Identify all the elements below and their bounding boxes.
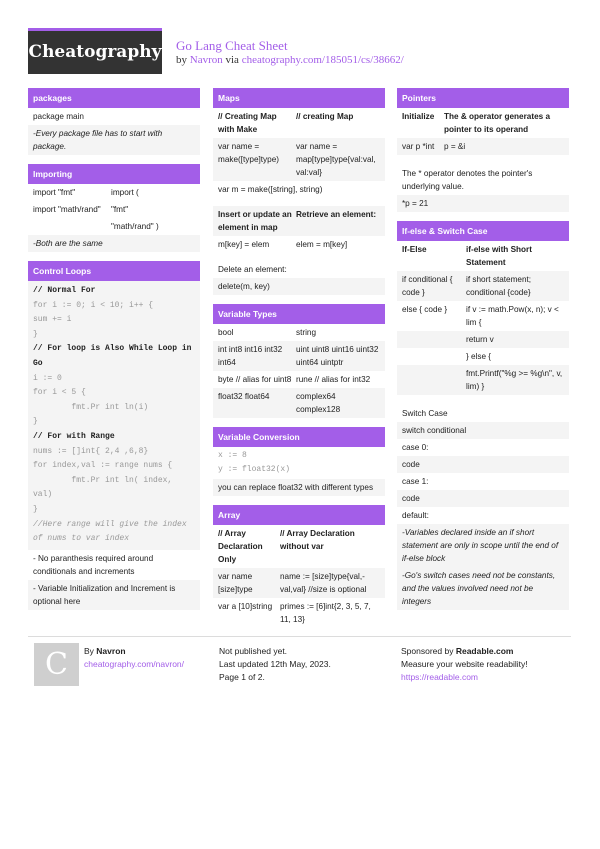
code-line: i := 0 xyxy=(33,373,62,383)
table-row xyxy=(213,388,385,418)
section-heading: Importing xyxy=(28,164,200,184)
code-line: sum += i xyxy=(33,315,72,325)
code-line: y := float32(x) xyxy=(218,465,291,474)
cell: name := [size]type{val,-val,val} //size is optional xyxy=(280,572,367,594)
cell: if-else with Short Statement xyxy=(466,245,532,267)
cell: // Creating Map with Make xyxy=(218,112,277,134)
spacer xyxy=(397,155,569,165)
importing-section xyxy=(28,164,200,252)
code-line: } xyxy=(33,329,38,339)
cell: uint uint8 uint16 uint32 uint64 uintptr xyxy=(296,345,379,367)
author-profile-link[interactable]: cheatography.com/navron/ xyxy=(84,659,185,669)
variable-conversion-section xyxy=(213,427,385,496)
table-row xyxy=(213,324,385,341)
pointers-section xyxy=(397,88,569,212)
code-line: // For loop is Also While Loop in Go xyxy=(33,344,197,368)
code-line: } xyxy=(33,504,38,514)
cell: if conditional { code } xyxy=(402,275,453,297)
cell: import "math/rand" xyxy=(33,205,101,214)
cell: rune // alias for int32 xyxy=(296,375,371,384)
cell: Insert or update an element in map xyxy=(218,210,292,232)
cell: Retrieve an element: xyxy=(296,210,377,219)
code-block xyxy=(28,281,200,550)
cell: var name = map[type]type{val:val, val:val} xyxy=(296,142,376,177)
table-row xyxy=(213,341,385,371)
section-heading: Variable Conversion xyxy=(213,427,385,447)
footer-sponsor xyxy=(401,645,528,684)
cell: m[key] = elem xyxy=(218,240,270,249)
loop-note: - No paranthesis required around conditionals and increments xyxy=(33,553,154,576)
table-row xyxy=(213,138,385,181)
cell: Initialize xyxy=(402,112,435,121)
author-avatar[interactable]: C xyxy=(34,643,79,686)
cell: "fmt" xyxy=(111,205,129,214)
cheatography-logo[interactable] xyxy=(28,28,162,74)
cell: float32 float64 xyxy=(218,392,270,401)
footer-publish-info xyxy=(219,645,331,684)
spacer xyxy=(397,395,569,405)
code-line: } xyxy=(33,417,38,427)
column-2 xyxy=(213,88,385,637)
cell: var name [size]type xyxy=(218,572,253,594)
footer-divider xyxy=(28,636,571,637)
note-row xyxy=(28,550,200,580)
table-row xyxy=(28,218,200,235)
table-row xyxy=(213,181,385,198)
page-title: Go Lang Cheat Sheet xyxy=(176,38,288,53)
switch-note: -Go's switch cases need not be constants, and the values involved need not be integers xyxy=(402,571,556,606)
code-block xyxy=(213,447,385,479)
author-link[interactable]: Navron xyxy=(189,54,223,66)
note-row xyxy=(397,524,569,567)
table-row xyxy=(397,365,569,395)
column-1 xyxy=(28,88,200,619)
table-row xyxy=(397,301,569,331)
cell xyxy=(33,220,111,233)
table-header-row xyxy=(213,261,385,278)
table-row xyxy=(397,473,569,490)
footer-by: By xyxy=(84,646,94,656)
published-status: Not published yet. xyxy=(219,646,288,656)
cell: var m = make([string], string) xyxy=(218,185,323,194)
section-heading: Control Loops xyxy=(28,261,200,281)
cell: if short statement; conditional {code} xyxy=(466,275,532,297)
code-line: nums := []int{ 2,4 ,6,8} xyxy=(33,446,149,456)
table-row xyxy=(213,278,385,295)
table-row xyxy=(397,490,569,507)
sponsor-name[interactable]: Readable.com xyxy=(455,646,514,656)
cell: elem = m[key] xyxy=(296,240,348,249)
code-line: for i < 5 { xyxy=(33,388,86,398)
package-main-text: package main xyxy=(33,112,84,121)
code-line: //Here range will give the index of nums to var index xyxy=(33,519,192,544)
cell: case 1: xyxy=(402,477,429,486)
cell: byte // alias for uint8 xyxy=(218,375,292,384)
ifelse-note: -Variables declared inside an if short statement are only in scope until the end of if-else block xyxy=(402,528,559,563)
cell xyxy=(402,350,466,363)
byline-by: by xyxy=(176,54,187,66)
sponsor-link[interactable]: https://readable.com xyxy=(401,672,479,682)
note-row xyxy=(397,567,569,610)
table-row xyxy=(28,201,200,218)
table-row xyxy=(397,195,569,212)
loop-note: - Variable Initialization and Increment is optional here xyxy=(33,583,176,606)
column-3 xyxy=(397,88,569,619)
byline xyxy=(176,54,404,66)
cell: primes := [6]int{2, 3, 5, 7, 11, 13} xyxy=(280,602,371,624)
table-row xyxy=(397,405,569,422)
table-row xyxy=(213,236,385,253)
table-header-row xyxy=(397,241,569,271)
note-row xyxy=(213,479,385,496)
table-header-row xyxy=(213,206,385,236)
table-row xyxy=(397,439,569,456)
spacer xyxy=(213,253,385,261)
table-row xyxy=(213,371,385,388)
table-header-row xyxy=(213,525,385,568)
section-heading: Pointers xyxy=(397,88,569,108)
maps-section xyxy=(213,88,385,295)
cell: bool xyxy=(218,328,234,337)
cell: p = &i xyxy=(444,142,466,151)
cell: // creating Map xyxy=(296,112,354,121)
table-row xyxy=(397,331,569,348)
cell: if v := math.Pow(x, n); v < lim { xyxy=(466,305,559,327)
cell: switch conditional xyxy=(402,426,467,435)
package-note: -Every package file has to start with package. xyxy=(33,129,163,151)
cell: fmt.Printf("%g >= %g\n", v, lim) } xyxy=(466,369,563,391)
packages-section xyxy=(28,88,200,155)
table-row xyxy=(397,271,569,301)
code-line: // For with Range xyxy=(33,431,115,441)
cell: var a [10]string xyxy=(218,602,273,611)
code-line: // Normal For xyxy=(33,286,96,295)
last-updated: Last updated 12th May, 2023. xyxy=(219,659,331,669)
cell: var name = make([type]type) xyxy=(218,142,279,164)
code-line: fmt.Pr int ln( index, val) xyxy=(33,475,178,500)
note-row xyxy=(397,165,569,195)
section-heading: Maps xyxy=(213,88,385,108)
section-heading: Array xyxy=(213,505,385,525)
cell: import "fmt" xyxy=(33,188,76,197)
note-row xyxy=(28,580,200,610)
cell: } else { xyxy=(466,352,492,361)
page-number: Page 1 of 2. xyxy=(219,672,265,682)
code-line: for i := 0; i < 10; i++ { xyxy=(33,300,154,310)
conversion-note: you can replace float32 with different types xyxy=(218,483,374,492)
table-row xyxy=(213,568,385,598)
array-section xyxy=(213,505,385,628)
cell: The & operator generates a pointer to its operand xyxy=(444,112,551,134)
spacer xyxy=(213,198,385,206)
section-heading: Variable Types xyxy=(213,304,385,324)
cell: // Array Declaration without var xyxy=(280,529,355,551)
cell: *p = 21 xyxy=(402,199,429,208)
logo-text: Cheatography xyxy=(28,42,162,62)
table-row xyxy=(397,422,569,439)
cell: Delete an element: xyxy=(218,265,287,274)
cell: int int8 int16 int32 int64 xyxy=(218,345,283,367)
cell: case 0: xyxy=(402,443,429,452)
importing-note: -Both are the same xyxy=(33,239,103,248)
cell: If-Else xyxy=(402,245,427,254)
cell: return v xyxy=(466,335,494,344)
note-row xyxy=(28,235,200,252)
pointer-note: The * operator denotes the pointer's underlying value. xyxy=(402,169,533,191)
sheet-url-link[interactable]: cheatography.com/185051/cs/38662/ xyxy=(241,54,404,66)
note-row xyxy=(28,125,200,155)
table-row xyxy=(28,184,200,201)
cell: default: xyxy=(402,511,429,520)
cell: code xyxy=(402,460,420,469)
byline-via: via xyxy=(225,54,239,66)
cell: code xyxy=(402,494,420,503)
cell: delete(m, key) xyxy=(218,282,270,291)
cell: // Array Declaration Only xyxy=(218,529,263,564)
section-heading: packages xyxy=(28,88,200,108)
cell: import ( xyxy=(111,188,139,197)
table-header-row xyxy=(397,108,569,138)
variable-types-section xyxy=(213,304,385,418)
cell: else { code } xyxy=(402,305,448,314)
table-row xyxy=(397,348,569,365)
cell: "math/rand" ) xyxy=(111,222,159,231)
footer-author-name[interactable]: Navron xyxy=(96,646,126,656)
table-row xyxy=(397,456,569,473)
code-line: fmt.Pr int ln(i) xyxy=(33,402,149,412)
table-row xyxy=(213,598,385,628)
cell: Switch Case xyxy=(402,409,448,418)
table-row xyxy=(397,507,569,524)
control-loops-section xyxy=(28,261,200,610)
cell xyxy=(402,367,466,393)
table-row xyxy=(28,108,200,125)
cell: string xyxy=(296,328,317,337)
cell: var p *int xyxy=(402,142,435,151)
footer-author xyxy=(84,645,184,671)
sponsor-tagline: Measure your website readability! xyxy=(401,659,528,669)
code-line: for index,val := range nums { xyxy=(33,461,173,471)
table-header-row xyxy=(213,108,385,138)
cell xyxy=(402,333,466,346)
section-heading: If-else & Switch Case xyxy=(397,221,569,241)
table-row xyxy=(397,138,569,155)
cell: complex64 complex128 xyxy=(296,392,341,414)
ifelse-switch-section xyxy=(397,221,569,610)
sponsored-by-label: Sponsored by xyxy=(401,646,454,656)
code-line: x := 8 xyxy=(218,451,247,460)
